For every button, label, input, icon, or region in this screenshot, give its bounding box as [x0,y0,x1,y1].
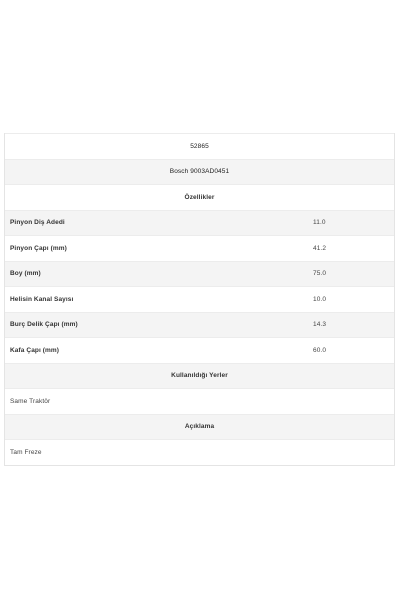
feature-value: 10.0 [313,295,327,303]
feature-row [5,337,394,363]
feature-value: 14.3 [313,321,327,329]
oem-code-row [5,159,394,185]
features-header-row [5,184,394,210]
features-header: Özellikler [184,193,215,201]
feature-value: 75.0 [313,270,327,278]
description-header-row [5,414,394,440]
feature-row [5,235,394,261]
oem-code: Bosch 9003AD0451 [169,168,230,176]
feature-value: 41.2 [313,244,327,252]
feature-label: Helisin Kanal Sayısı [10,295,74,303]
feature-row [5,210,394,236]
description-value: Tam Freze [10,448,42,456]
feature-value: 60.0 [313,346,327,354]
feature-label: Boy (mm) [10,270,41,278]
usage-value: Same Traktör [10,397,51,405]
feature-label: Pinyon Diş Adedi [10,219,65,227]
feature-value: 11.0 [313,219,326,227]
feature-row [5,286,394,312]
usage-header-row [5,363,394,389]
feature-label: Pinyon Çapı (mm) [10,244,67,252]
feature-label: Burç Delik Çapı (mm) [10,321,78,329]
description-header: Açıklama [184,423,215,431]
usage-row [5,388,394,414]
usage-header: Kullanıldığı Yerler [171,372,228,380]
product-spec-table [4,133,395,466]
feature-row [5,312,394,338]
product-code-row [5,133,394,159]
product-code: 52865 [190,142,209,150]
feature-row [5,261,394,287]
description-row [5,439,394,465]
feature-label: Kafa Çapı (mm) [10,346,60,354]
